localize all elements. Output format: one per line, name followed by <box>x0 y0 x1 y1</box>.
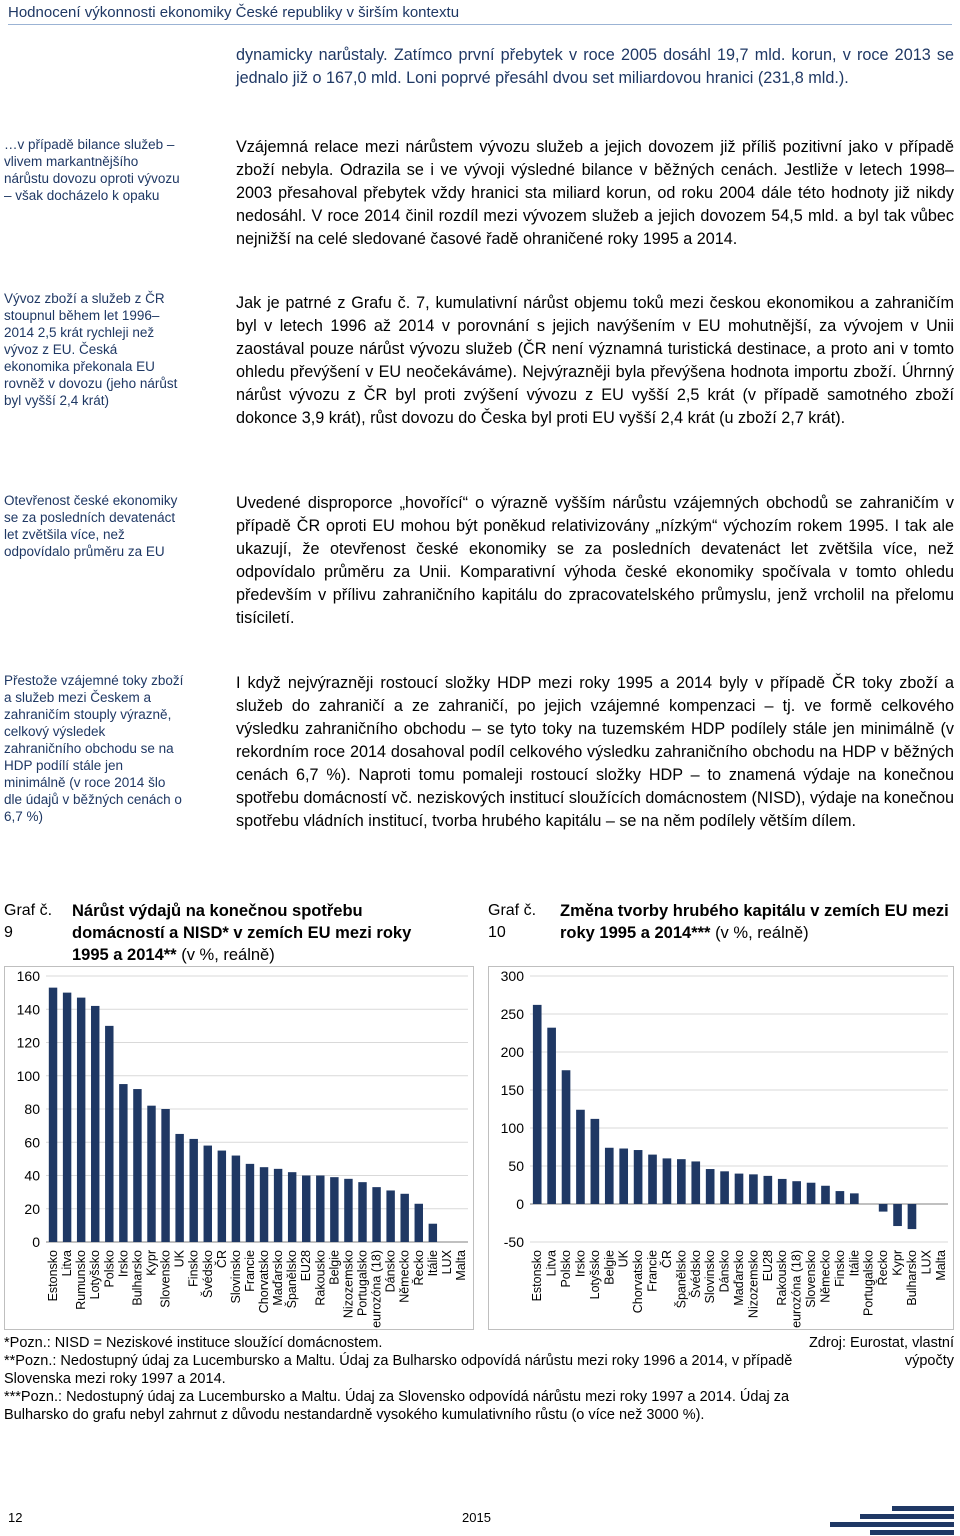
x-tick-label: Belgie <box>327 1250 342 1285</box>
y-tick-label: 120 <box>16 1034 40 1051</box>
footnote-1: *Pozn.: NISD = Neziskové instituce sloužící domácnostem. <box>4 1335 383 1351</box>
margin-note-export-growth: Vývoz zboží a služeb z ČR stoupnul během let 1996–2014 2,5 krát rychleji než vývoz z EU. Česká ekonomika překonala EU rovněž v dovozu (jeho nárůst byl vyšší 2,4 krát) <box>4 291 178 408</box>
x-tick-label: LUX <box>919 1250 934 1275</box>
x-tick-label: UK <box>616 1250 631 1268</box>
bar-10-12 <box>706 1169 715 1204</box>
paragraph-0: dynamicky narůstaly. Zatímco první přebytek v roce 2005 dosáhl 19,7 mld. korun, v roce 2013 se jednalo již o 167,0 mld. Loni poprvé přesáhl dvou set miliardovou hranici (231,8 mld.). <box>236 46 954 87</box>
running-header: Hodnocení výkonnosti ekonomiky České republiky v širším kontextu <box>8 4 952 25</box>
x-tick-label: Švédsko <box>688 1250 703 1298</box>
x-tick-label: Nizozemsko <box>746 1250 761 1319</box>
x-tick-label: Maďarsko <box>271 1250 286 1306</box>
x-tick-label: Dánsko <box>717 1250 732 1293</box>
x-tick-label: Finsko <box>832 1250 847 1287</box>
bar-9-12 <box>218 1151 226 1242</box>
bar-10-20 <box>821 1186 830 1204</box>
y-tick-label: 80 <box>24 1101 40 1117</box>
x-tick-label: UK <box>172 1250 187 1268</box>
x-tick-label: Slovinsko <box>228 1250 243 1304</box>
y-tick-label: 140 <box>16 1001 40 1018</box>
bar-10-5 <box>605 1148 614 1204</box>
bar-9-8 <box>161 1109 169 1242</box>
bar-10-7 <box>634 1150 643 1204</box>
source-note: Zdroj: Eurostat, vlastní výpočty <box>808 1335 954 1369</box>
x-tick-label: Dánsko <box>383 1250 398 1293</box>
x-tick-label: Itálie <box>425 1250 440 1277</box>
margin-note-services: …v případě bilance služeb – vlivem markantnějšího nárůstu dovozu oproti vývozu – však docházelo k opaku <box>4 137 180 203</box>
bar-9-25 <box>400 1194 408 1242</box>
bar-10-3 <box>576 1110 585 1204</box>
bar-9-18 <box>302 1176 310 1243</box>
x-tick-label: Lotyšsko <box>587 1250 602 1300</box>
x-tick-label: Finsko <box>186 1250 201 1287</box>
x-tick-label: Lotyšsko <box>88 1250 103 1300</box>
bar-9-14 <box>246 1164 254 1242</box>
bar-9-3 <box>91 1006 99 1242</box>
footnotes <box>4 1334 814 1424</box>
bar-9-10 <box>189 1139 197 1242</box>
x-tick-label: Španělsko <box>285 1250 300 1309</box>
y-tick-label: 0 <box>516 1196 524 1212</box>
bar-10-15 <box>749 1174 758 1204</box>
bar-10-11 <box>691 1161 700 1204</box>
x-tick-label: Polsko <box>102 1250 117 1288</box>
footer-year: 2015 <box>462 1510 491 1525</box>
bar-10-4 <box>591 1119 600 1204</box>
y-tick-label: 100 <box>16 1067 40 1084</box>
x-tick-label: Řecko <box>411 1250 426 1286</box>
bar-9-11 <box>204 1146 212 1242</box>
bar-10-25 <box>893 1204 902 1226</box>
paragraph-4: I když nejvýrazněji rostoucí složky HDP mezi roky 1995 a 2014 byly v případě ČR toky zboží a služeb do zahraničí a ze zahraničí, po jejich vzájemné kompenzaci – tj. ve formě celkového výsledku zahraničního obchodu – se tyto toky na tuzemském HDP podílely stále jen minimálně (v rekordním roce 2014 dosahoval podíl celkového výsledku zahraničního obchodu na HDP v běžných cenách 6,7 %). Naproti tomu pomaleji rostoucí složky HDP – to znamená výdaje na konečnou spotřebu domácností vč. neziskových institucí sloužících domácnostem (NISD), výdaje na konečnou spotřebu vládních institucí, tvorba hrubého kapitálu – se na něm podílely větším dílem. <box>236 674 954 830</box>
y-tick-label: 0 <box>32 1234 40 1250</box>
x-tick-label: Slovinsko <box>703 1250 718 1304</box>
margin-note-trade-share: Přestože vzájemné toky zboží a služeb mezi Českem a zahraničím stouply výrazně, celkový výsledek zahraničního obchodu se na HDP podílí stále jen minimálně (v roce 2014 šlo dle údajů v běžných cenách o 6,7 %) <box>4 673 184 824</box>
institution-logo-icon <box>830 1506 956 1536</box>
bar-10-17 <box>778 1179 787 1204</box>
bar-9-21 <box>344 1179 352 1242</box>
y-tick-label: 160 <box>16 968 40 984</box>
bar-9-20 <box>330 1177 338 1242</box>
graph9-title: Nárůst výdajů na konečnou spotřebu domácností a NISD* v zemích EU mezi roky 1995 a 2014** (v %, reálně) <box>72 902 412 964</box>
y-tick-label: 50 <box>508 1158 524 1174</box>
bar-10-6 <box>619 1149 628 1204</box>
x-tick-label: Francie <box>242 1250 257 1292</box>
x-tick-label: Chorvatsko <box>631 1250 646 1314</box>
bar-10-19 <box>807 1183 816 1204</box>
x-tick-label: Belgie <box>602 1250 617 1285</box>
x-tick-label: Řecko <box>876 1250 891 1286</box>
bar-10-13 <box>720 1171 729 1204</box>
bar-10-10 <box>677 1159 686 1204</box>
graph10-title: Změna tvorby hrubého kapitálu v zemích EU mezi roky 1995 a 2014*** (v %, reálně) <box>560 902 949 942</box>
bar-9-9 <box>175 1134 183 1242</box>
x-tick-label: Irsko <box>573 1250 588 1278</box>
x-tick-label: Maďarsko <box>732 1250 746 1306</box>
bar-9-27 <box>429 1224 437 1242</box>
bar-10-2 <box>562 1070 571 1204</box>
x-tick-label: Portugalsko <box>861 1250 876 1317</box>
x-tick-label: Chorvatsko <box>257 1250 272 1314</box>
graph9-label: Graf č. 9 <box>4 902 53 941</box>
x-tick-label: Itálie <box>847 1250 862 1277</box>
bar-10-8 <box>648 1155 657 1204</box>
paragraph-2: Jak je patrné z Grafu č. 7, kumulativní nárůst objemu toků mezi českou ekonomikou a zahraničím byl v letech 1996 až 2014 v porovnání s jejich navýšením v EU mohutnější, za vývojem v Unii zaostával pouze nárůst vývozu služeb (ČR není významná turistická destinace, a proto ani v tomto ohledu převýšení v EU neočekáváme). Nejvýrazněji byla převýšena hodnota importu zboží. Úhrnný nárůst vývozu z ČR byl proti zvýšení vývozu z EU vyšší 2,5 krát (v případě samotného zboží dokonce 3,9 krát), růst dovozu do Česka byl proti EU vyšší 2,4 krát (u zboží 2,7 krát). <box>236 294 954 427</box>
x-tick-label: Irsko <box>116 1250 131 1278</box>
bar-9-22 <box>358 1182 366 1242</box>
bar-9-6 <box>133 1089 141 1242</box>
y-tick-label: 20 <box>24 1200 40 1217</box>
chart-graph9 <box>4 966 474 1330</box>
bar-10-24 <box>879 1204 888 1212</box>
bar-9-0 <box>49 988 57 1242</box>
x-tick-label: Polsko <box>559 1250 574 1288</box>
bar-10-21 <box>836 1191 845 1204</box>
x-tick-label: EU28 <box>760 1250 775 1282</box>
paragraph-3: Uvedené disproporce „hovořící“ o výrazně vyšším nárůstu vzájemných obchodů se zahraničím v případě ČR oproti EU mohou být poněkud relativizovány „nízkým“ výchozím rokem 1995. I tak ale ukazují, že otevřenost české ekonomiky se za posledních devatenáct let zvětšila více, než odpovídalo průměru za Unii. Komparativní výhoda české ekonomiky spočívala v tomto ohledu především v přílivu zahraničního kapitálu do zpracovatelského průmyslu, jenž vrcholil na přelomu tisíciletí. <box>236 494 954 627</box>
x-tick-label: Slovensko <box>158 1250 173 1308</box>
y-tick-label: 60 <box>24 1134 40 1151</box>
footnote-3: ***Pozn.: Nedostupný údaj za Lucembursko a Maltu. Údaj za Slovensko odpovídá nárůstu mezi roky 1997 a 2014. Údaj za Bulharsko do grafu nebyl zahrnut z důvodu nestandardně vysokého kumulativního růstu (o více než 3000 %). <box>4 1389 790 1423</box>
bar-10-16 <box>764 1176 773 1204</box>
y-tick-label: 150 <box>500 1082 524 1098</box>
bar-10-1 <box>547 1028 556 1204</box>
chart-graph10 <box>488 966 954 1330</box>
x-tick-label: Slovensko <box>804 1250 819 1308</box>
x-tick-label: Estonsko <box>530 1250 545 1302</box>
graph9-unit: (v %, reálně) <box>181 946 275 964</box>
x-tick-label: Estonsko <box>46 1250 61 1302</box>
x-tick-label: Švédsko <box>200 1250 215 1298</box>
footnote-2: **Pozn.: Nedostupný údaj za Lucembursko a Maltu. Údaj za Bulharsko odpovídá nárůstu mezi roky 1996 a 2014, v případě Slovenska mezi roky 1997 a 2014. <box>4 1353 793 1387</box>
x-tick-label: Španělsko <box>674 1250 689 1309</box>
y-tick-label: 100 <box>500 1120 524 1136</box>
x-tick-label: Malta <box>933 1250 948 1281</box>
x-tick-label: Bulharsko <box>904 1250 919 1306</box>
x-tick-label: Francie <box>645 1250 660 1292</box>
x-tick-label: Rumunsko <box>74 1250 89 1310</box>
x-tick-label: LUX <box>439 1250 454 1275</box>
x-tick-label: Malta <box>453 1250 468 1281</box>
x-tick-label: Německo <box>397 1250 412 1303</box>
bar-9-17 <box>288 1172 296 1242</box>
bar-9-15 <box>260 1167 268 1242</box>
bar-10-9 <box>663 1158 672 1204</box>
bar-9-24 <box>386 1190 394 1242</box>
paragraph-1: Vzájemná relace mezi nárůstem vývozu služeb a jejich dovozem již příliš pozitivní jako v případě zboží nebyla. Odrazila se i ve vývoji výsledné bilance v běžných cenách. Jestliže v letech 1998–2003 přesahoval přebytek vždy hranici sta miliard korun, od roku 2004 dále této hodnoty již nikdy nedosáhl. V roce 2014 činil rozdíl mezi vývozem služeb a jejich dovozem 54,5 mld. a byl tak vůbec nejnižší na celé sledované časové řadě ohraničené roky 1995 a 2014. <box>236 138 954 248</box>
graph10-unit: (v %, reálně) <box>715 924 809 942</box>
x-tick-label: Rakousko <box>313 1250 328 1306</box>
bar-9-23 <box>372 1187 380 1242</box>
bar-9-5 <box>119 1084 127 1242</box>
x-tick-label: Litva <box>544 1250 559 1277</box>
bar-9-13 <box>232 1156 240 1242</box>
x-tick-label: Kypr <box>890 1250 905 1276</box>
y-tick-label: 200 <box>500 1044 524 1060</box>
bar-9-1 <box>63 993 71 1242</box>
x-tick-label: Nizozemsko <box>341 1250 356 1319</box>
page-number: 12 <box>8 1510 23 1525</box>
x-tick-label: ČR <box>659 1250 674 1269</box>
bar-9-2 <box>77 998 85 1242</box>
bar-9-26 <box>415 1204 423 1242</box>
x-tick-label: eurozóna (18) <box>789 1250 804 1328</box>
graph10-label: Graf č. 10 <box>488 902 537 941</box>
x-tick-label: Kypr <box>144 1250 159 1276</box>
margin-note-openness: Otevřenost české ekonomiky se za posledních devatenáct let zvětšila více, než odpovídalo průměru za EU <box>4 493 178 559</box>
y-tick-label: -50 <box>503 1234 524 1250</box>
bar-10-14 <box>735 1174 744 1204</box>
y-tick-label: 300 <box>500 968 524 984</box>
bar-9-16 <box>274 1169 282 1242</box>
x-tick-label: ČR <box>214 1250 229 1269</box>
bar-10-18 <box>792 1181 801 1204</box>
bar-10-26 <box>908 1204 917 1229</box>
x-tick-label: Portugalsko <box>355 1250 370 1317</box>
x-tick-label: Rakousko <box>775 1250 790 1306</box>
x-tick-label: EU28 <box>299 1250 314 1282</box>
bar-10-22 <box>850 1193 859 1204</box>
y-tick-label: 40 <box>24 1167 40 1184</box>
bar-9-7 <box>147 1106 155 1242</box>
bar-10-0 <box>533 1005 542 1204</box>
x-tick-label: Bulharsko <box>130 1250 145 1306</box>
x-tick-label: Německo <box>818 1250 833 1303</box>
y-tick-label: 250 <box>500 1006 524 1022</box>
x-tick-label: Litva <box>60 1250 75 1277</box>
bar-9-19 <box>316 1176 324 1243</box>
bar-9-4 <box>105 1026 113 1242</box>
x-tick-label: eurozóna (18) <box>369 1250 384 1328</box>
